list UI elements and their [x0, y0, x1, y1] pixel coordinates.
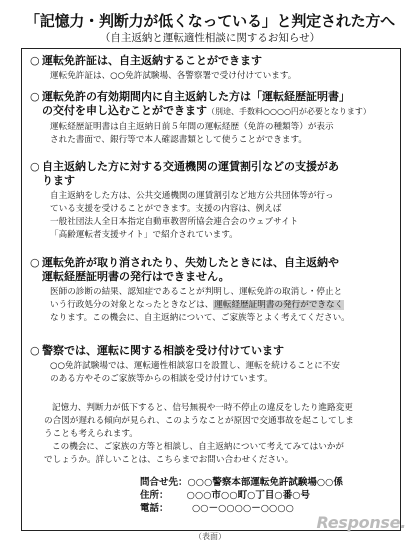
watermark-logo: Response. [316, 513, 406, 532]
highlighted-text: 運転経歴証明書の発行ができなく [214, 300, 344, 310]
section-body: 運転経歴証明書は自主返納日前５年間の運転経歴（免許の種類等）が表示 された書面で、銀行等で本人確認書類として使うことができます。 [50, 122, 334, 145]
contact-address: 住所： ○○○市○○町○丁目○番○号 [140, 490, 310, 501]
page-title: 「記憶力・判断力が低くなっている」と判定された方へ [24, 12, 395, 30]
circle-bullet-icon: ○ [30, 54, 40, 67]
section-heading: ○ 運転免許証は、自主返納することができます [30, 54, 262, 67]
section-body: 運転免許証は、○○免許試験場、各警察署で受け付けています。 [50, 71, 297, 81]
contact-info [140, 476, 343, 515]
section-revoked-license [24, 256, 400, 325]
contact-phone: 電話： ○○－○○○○－○○○○ [140, 503, 294, 514]
circle-bullet-icon: ○ [30, 344, 40, 357]
circle-bullet-icon: ○ [30, 256, 40, 269]
section-body: 自主返納をした方は、公共交通機関の運賃割引など地方公共団体等が行っ ている支援を受けることができます。支援の内容は、例えば 一般社団法人全日本指定自動車教習所協会連合会のウェブサイト 「高齢運転者支援サイト」で紹介されています。 [50, 191, 334, 240]
circle-bullet-icon: ○ [30, 160, 40, 173]
page-subtitle: （自主返納と運転適性相談に関するお知らせ） [99, 32, 321, 44]
section-transport-discount [24, 160, 400, 242]
section-heading: ○ 運転免許の有効期間内に自主返納した方は「運転経歴証明書」 の交付を申し込むことができます（別途、手数料○○○○円が必要となります） [30, 90, 371, 117]
section-heading: ○ 自主返納した方に対する交通機関の運賃割引などの支援があ ります [30, 160, 339, 187]
section-heading: ○ 運転免許が取り消されたり、失効したときには、自主返納や 運転経歴証明書の発行はできません。 [30, 256, 339, 283]
section-self-return [24, 54, 400, 83]
section-body: 医師の診断の結果、認知症であることが判明し、運転免許の取消し・停止と いう行政処分の対象となったときなどは、運転経歴証明書の発行ができなく なります。この機会に、自主返納について、ご家族等とよく考えてください。 [50, 287, 350, 323]
section-heading: ○ 警察では、運転に関する相談を受け付けています [30, 344, 284, 357]
circle-bullet-icon: ○ [30, 90, 40, 103]
closing-note: 記憶力、判断力が低下すると、信号無視や一時不停止の違反をしたり進路変更 の合図が遅れる傾向が見られ、このようなことが原因で交通事故を起こしてしま うことも考えられます。 この機会に、ご家族の方等と相談し、自主返納について考えてみてはいかが でしょうか。詳しいことは、こちらまでお問い合わせください。 [44, 403, 354, 465]
page-footer: （表面） [194, 532, 226, 541]
section-consultation [24, 344, 400, 386]
contact-office: 問合せ先： ○○○警察本部運転免許試験場○○係 [140, 477, 343, 488]
section-driving-record-certificate [24, 90, 400, 147]
section-body: ○○免許試験場では、運転適性相談窓口を設置し、運転を続けることに不安 のある方やそのご家族等からの相談を受け付けています。 [50, 361, 340, 384]
